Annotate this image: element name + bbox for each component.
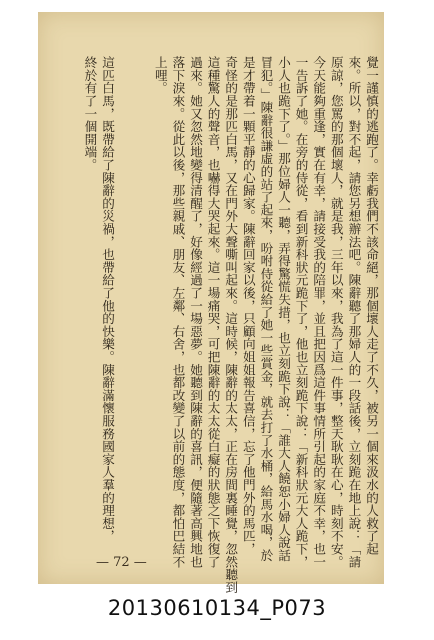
text-column: 上哩。	[152, 56, 168, 95]
page-number: — 72 —	[96, 555, 147, 570]
text-column: 今天能夠重逢，實在有幸，請接受我的陪罪，並且把因爲這件事情所引起的家庭不幸，也一	[311, 56, 327, 568]
text-column: 小人也跪下了。」那位婦人一聽，弄得驚慌失措，也立刻跪下說：「誰大人饒恕小婦人說話	[276, 56, 291, 562]
text-column: 落下淚來。從此以後，那些親戚、朋友、左鄰、右舍，也都改變了以前的態度，都怕巴結不	[170, 56, 186, 568]
text-column: 冒犯。」陳辭很謙虛的站了起來，吩咐侍從給了她一些賞金，就去打了水桶，給馬水喝，於	[258, 56, 274, 562]
text-column: 一告訴了她。在旁的侍從，看到新科狀元跪下了，他也立刻跪下說：「新科狀元大人跪下，	[293, 56, 309, 568]
image-caption: 20130610134_P073	[107, 596, 327, 620]
text-column: 這匹白馬，既帶給了陳辭的災禍，也帶給了他的快樂。陳辭滿懷服務國家人羣的理想，	[100, 56, 115, 543]
text-column: 原諒，您罵的那個壞人，就是我，三年以來，我為了這一件事，整天耿耿在心，時刻不安。	[328, 56, 344, 568]
text-column: 來。所以，對不起，請您另想辦法吧。陳辭聽了那婦人的一段話後，立刻跪在地上說：「請	[346, 56, 362, 568]
text-column: 這種驚人的聲音，也嚇得大哭起來。這一場痛哭，可把陳辭的太太從白癡的狀態之下恢復了	[205, 56, 221, 568]
text-column: 覺一謹慎的逃跑了。幸虧我們不該命絕，那個壞人走了不久，被另一個來汲水的人救了起	[364, 56, 379, 556]
scanned-page	[38, 12, 384, 594]
text-column: 是才帶着一顆平靜的心歸家。陳辭回家以後，只顧向姐姐報告喜信，忘了他門外的馬匹，	[240, 56, 256, 556]
text-column: 奇怪的是那匹白馬，又在門外大聲嘶叫起來。這時候，陳辭的太太，正在房間裏睡覺，忽然聽到	[223, 56, 239, 594]
text-column: 過來。她又忽然地變得清醒了，好像經過了一場惡夢。她聽到陳辭的喜訊，便隨著高興地也	[188, 56, 203, 568]
text-column: 終於有了一個開端。	[82, 56, 98, 172]
